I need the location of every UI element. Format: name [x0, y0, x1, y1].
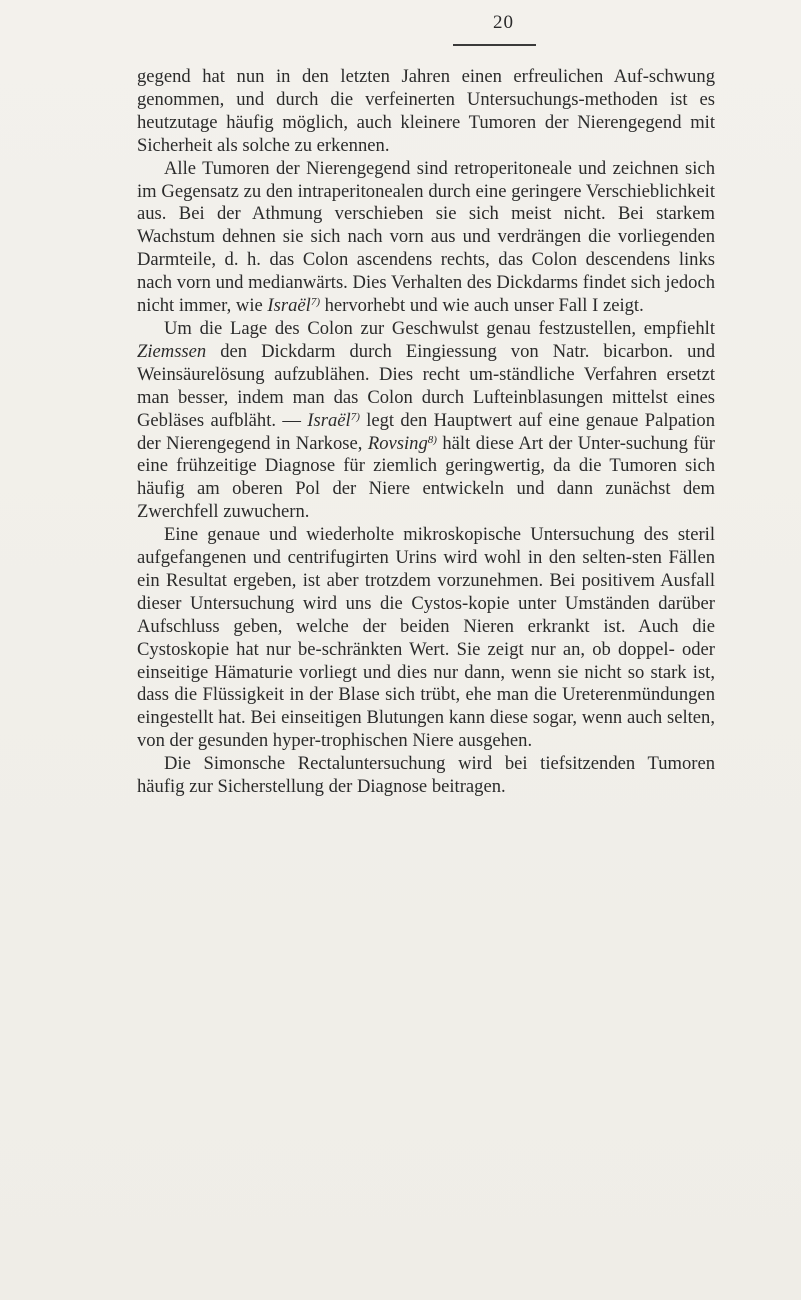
text-run: legt den Hauptwert auf eine genaue Palpation der Nierengegend in Narkose,	[137, 409, 716, 454]
text-run: Alle Tumoren der Nierengegend sind retroperitoneale und zeichnen sich im Gegensatz zu den intraperitonealen durch eine geringere Verschieblichkeit aus. Bei der Athmung verschieben sie sich meist nicht. Bei starkem Wachstum dehnen sie sich nach vorn aus und verdrängen die vorliegenden Darmteile, d. h. das Colon ascendens rechts, das Colon descendens links nach vorn und medianwärts. Dies Verhalten des Dickdarms findet sich jedoch nicht immer, wie	[137, 157, 715, 317]
paragraph	[137, 524, 715, 753]
paragraph	[137, 753, 715, 799]
footnote-reference: 7)	[350, 410, 360, 423]
footnote-reference: 8)	[427, 433, 437, 446]
body-text	[137, 66, 715, 799]
author-name: Israël	[267, 295, 311, 317]
text-run: hält diese Art der Unter-suchung für eine frühzeitige Diagnose für ziemlich geringwertig, da die Tumoren sich häufig am oberen Pol der Niere entwickeln und dann zunächst dem Zwerchfell zuwuchern.	[137, 432, 715, 523]
text-run: den Dickdarm durch Eingiessung von Natr. bicarbon. und Weinsäurelösung aufzublähen. Dies recht um-ständliche Verfahren ersetzt man besser, indem man das Colon durch Lufteinblasungen mittelst eines Gebläses aufbläht. —	[137, 340, 715, 431]
author-name: Ziemssen	[137, 340, 207, 362]
page-number: 20	[493, 12, 514, 33]
header-rule	[453, 44, 536, 46]
paragraph	[137, 158, 715, 318]
text-run: Um die Lage des Colon zur Geschwulst genau festzustellen, empfiehlt	[164, 317, 715, 339]
footnote-reference: 7)	[310, 296, 320, 309]
author-name: Israël	[307, 409, 351, 431]
author-name: Rovsing	[367, 432, 428, 454]
text-run: hervorhebt und wie auch unser Fall I zeigt.	[319, 295, 644, 317]
text-run: Eine genaue und wiederholte mikroskopische Untersuchung des steril aufgefangenen und centrifugirten Urins wird wohl in den selten-sten Fällen ein Resultat ergeben, ist aber trotzdem vorzunehmen. Bei positivem Ausfall dieser Untersuchung wird uns die Cystos-kopie unter Umständen darüber Aufschluss geben, welche der beiden Nieren erkrankt ist. Auch die Cystoskopie hat nur be-schränkten Wert. Sie zeigt nur an, ob doppel- oder einseitige Hämaturie vorliegt und dies nur dann, wenn sie nicht so stark ist, dass die Flüssigkeit in der Blase sich trübt, ehe man die Ureterenmündungen eingestellt hat. Bei einseitigen Blutungen kann diese sogar, wenn auch selten, von der gesunden hyper-trophischen Niere ausgehen.	[137, 524, 715, 752]
text-run: gegend hat nun in den letzten Jahren einen erfreulichen Auf-schwung genommen, und durch die verfeinerten Untersuchungs-methoden ist es heutzutage häufig möglich, auch kleinere Tumoren der Nierengegend mit Sicherheit als solche zu erkennen.	[137, 66, 715, 156]
paragraph	[137, 66, 715, 158]
text-run: Die Simonsche Rectaluntersuchung wird bei tiefsitzenden Tumoren häufig zur Sicherstellung der Diagnose beitragen.	[137, 753, 715, 798]
paragraph	[137, 318, 715, 524]
